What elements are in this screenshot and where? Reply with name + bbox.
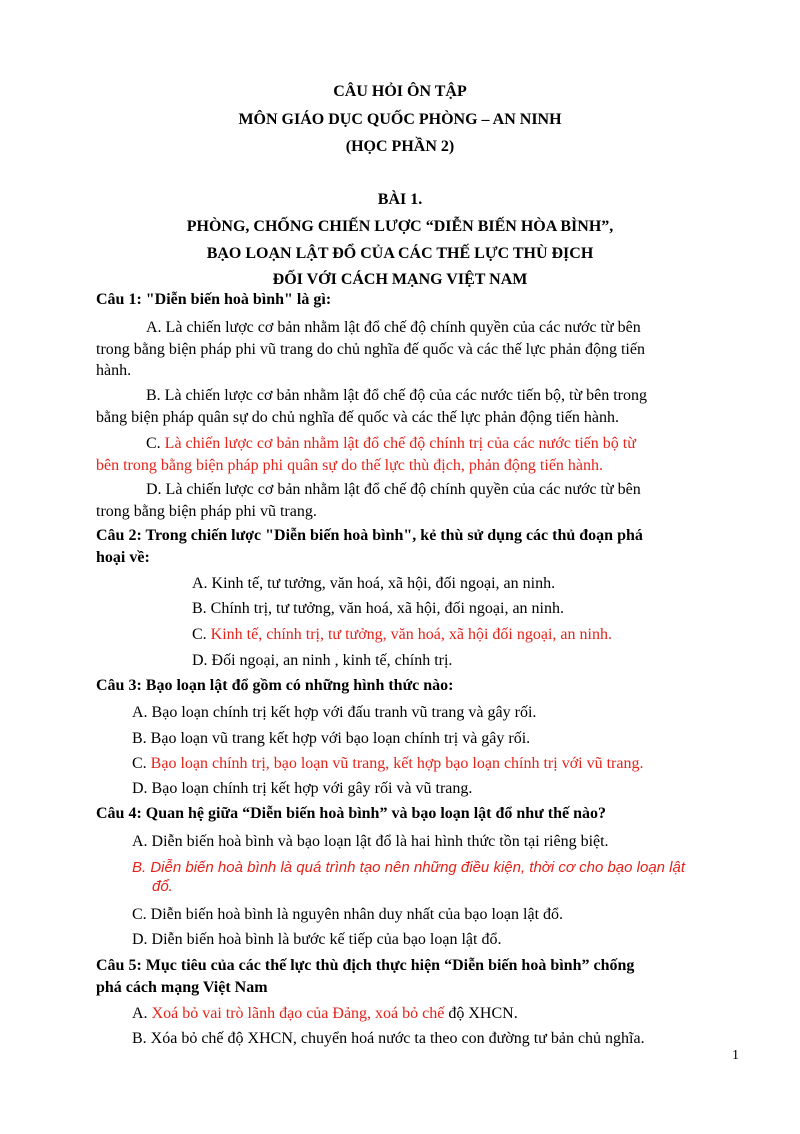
lesson-title-line3: ĐỐI VỚI CÁCH MẠNG VIỆT NAM <box>272 271 528 288</box>
q1-option-c-line1 <box>146 432 636 456</box>
q2-option-a: A. Kinh tế, tư tưởng, văn hoá, xã hội, đối ngoại, an ninh. <box>192 575 556 592</box>
q5-option-a-answer: Xoá bỏ vai trò lãnh đạo của Đảng, xoá bỏ chế <box>151 1005 445 1022</box>
q2-option-c-letter: C. <box>192 626 207 643</box>
q4-option-a: A. Diễn biến hoà bình và bạo loạn lật đổ là hai hình thức tồn tại riêng biệt. <box>132 833 609 850</box>
q5-option-a-letter: A. <box>132 1005 148 1022</box>
q3-option-c-letter: C. <box>132 755 147 772</box>
q1-option-c-letter: C. <box>146 435 161 452</box>
q4-option-b-answer-line1: B. Diễn biến hoà bình là quá trình tạo nên những điều kiện, thời cơ cho bạo loạn lật <box>132 859 686 876</box>
q1-option-c-answer: Là chiến lược cơ bản nhằm lật đổ chế độ chính trị của các nước tiến bộ từ <box>164 435 636 452</box>
q1-option-d-line2: trong bằng biện pháp phi vũ trang. <box>96 503 317 520</box>
q2-option-b: B. Chính trị, tư tưởng, văn hoá, xã hội, đối ngoại, an ninh. <box>192 600 564 617</box>
q5-option-a <box>132 1002 518 1026</box>
question-2-line1: Câu 2: Trong chiến lược "Diễn biến hoà bình", kẻ thù sử dụng các thủ đoạn phá <box>96 527 643 544</box>
q3-option-d: D. Bạo loạn chính trị kết hợp với gây rối và vũ trang. <box>132 780 473 797</box>
doc-title-line3: (HỌC PHẦN 2) <box>345 138 455 155</box>
lesson-title-line2: BẠO LOẠN LẬT ĐỔ CỦA CÁC THẾ LỰC THÙ ĐỊCH <box>206 245 594 262</box>
q3-option-c <box>132 752 643 776</box>
q1-option-d-line1: D. Là chiến lược cơ bản nhằm lật đổ chế độ chính quyền của các nước từ bên <box>146 481 641 498</box>
question-5-line2: phá cách mạng Việt Nam <box>96 979 268 996</box>
doc-title-line1: CÂU HỎI ÔN TẬP <box>333 83 467 100</box>
q4-option-b-answer-line2: đổ. <box>152 878 173 895</box>
doc-title-line2: MÔN GIÁO DỤC QUỐC PHÒNG – AN NINH <box>238 111 562 128</box>
question-5-line1: Câu 5: Mục tiêu của các thế lực thù địch thực hiện “Diễn biến hoà bình” chống <box>96 957 635 974</box>
q4-option-c: C. Diễn biến hoà bình là nguyên nhân duy nhất của bạo loạn lật đổ. <box>132 906 564 923</box>
q2-option-d: D. Đối ngoại, an ninh , kinh tế, chính trị. <box>192 652 453 669</box>
q1-option-a-line1: A. Là chiến lược cơ bản nhằm lật đổ chế độ chính quyền của các nước từ bên <box>146 319 641 336</box>
q2-option-c <box>192 623 612 647</box>
q4-option-d: D. Diễn biến hoà bình là bước kế tiếp của bạo loạn lật đổ. <box>132 931 502 948</box>
lesson-number: BÀI 1. <box>377 191 423 208</box>
q2-option-c-answer: Kinh tế, chính trị, tư tưởng, văn hoá, xã hội đối ngoại, an ninh. <box>210 626 612 643</box>
q1-option-a-line2: trong bằng biện pháp phi vũ trang do chủ nghĩa đế quốc và các thế lực phản động tiến <box>96 341 645 358</box>
q1-option-b-line2: bằng biện pháp quân sự do chủ nghĩa đế quốc và các thế lực phản động tiến hành. <box>96 409 619 426</box>
page-number: 1 <box>732 1048 739 1063</box>
question-4: Câu 4: Quan hệ giữa “Diễn biến hoà bình” và bạo loạn lật đổ như thế nào? <box>96 805 606 822</box>
q3-option-c-answer: Bạo loạn chính trị, bạo loạn vũ trang, kết hợp bạo loạn chính trị với vũ trang. <box>150 755 644 772</box>
q3-option-b: B. Bạo loạn vũ trang kết hợp với bạo loạn chính trị và gây rối. <box>132 730 531 747</box>
question-1: Câu 1: "Diễn biến hoà bình" là gì: <box>96 291 332 308</box>
q1-option-a-line3: hành. <box>96 362 132 379</box>
q3-option-a: A. Bạo loạn chính trị kết hợp với đấu tranh vũ trang và gây rối. <box>132 704 537 721</box>
question-3: Câu 3: Bạo loạn lật đổ gồm có những hình thức nào: <box>96 677 454 694</box>
lesson-title-line1: PHÒNG, CHỐNG CHIẾN LƯỢC “DIỄN BIẾN HÒA BÌNH”, <box>186 218 614 235</box>
q5-option-b: B. Xóa bỏ chế độ XHCN, chuyển hoá nước ta theo con đường tư bản chủ nghĩa. <box>132 1030 645 1047</box>
q1-option-c-line2: bên trong bằng biện pháp phi quân sự do thế lực thù địch, phản động tiến hành. <box>96 457 604 474</box>
question-2-line2: hoại về: <box>96 549 150 566</box>
q5-option-a-rest: độ XHCN. <box>448 1005 518 1022</box>
q1-option-b-line1: B. Là chiến lược cơ bản nhằm lật đổ chế độ của các nước tiến bộ, từ bên trong <box>146 387 648 404</box>
